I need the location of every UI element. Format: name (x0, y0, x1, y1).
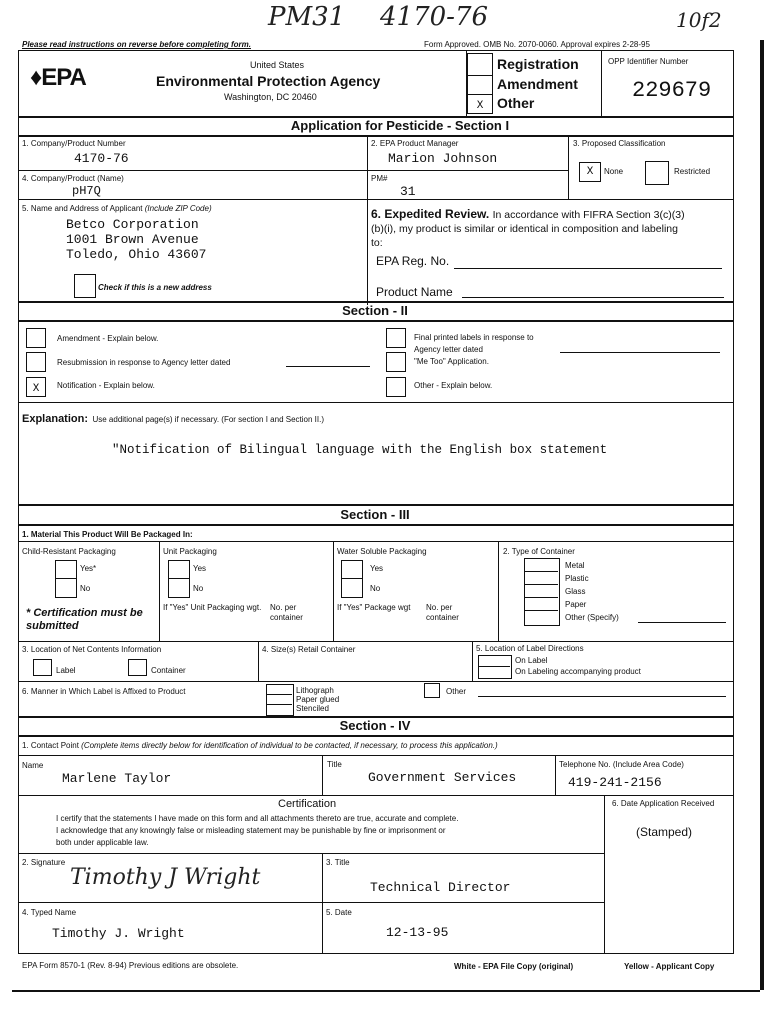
applicant-line3: Toledo, Ohio 43607 (66, 247, 207, 262)
epa-product-manager-label: 2. EPA Product Manager (371, 139, 459, 148)
agency-name: Environmental Protection Agency (156, 73, 381, 89)
label-affixed-label: 6. Manner in Which Label is Affixed to Product (22, 687, 186, 696)
final-labels-date-field[interactable] (560, 352, 720, 353)
section2-title: Section - II (342, 303, 408, 318)
contact-title-label: Title (327, 760, 342, 769)
final-labels-checkbox[interactable] (386, 328, 406, 348)
net-contents-label: 3. Location of Net Contents Information (22, 645, 162, 654)
on-label-option: On Label (515, 656, 548, 665)
classification-restricted-checkbox[interactable] (645, 161, 669, 185)
label-affixed-checkbox-column[interactable] (266, 684, 294, 716)
final-labels-line1: Final printed labels in response to (414, 333, 534, 342)
affix-paper-glued: Paper glued (296, 695, 340, 704)
net-contents-container-option: Container (151, 666, 186, 675)
other-label: Other (497, 95, 535, 111)
typed-name: Timothy J. Wright (52, 926, 185, 941)
telephone-label: Telephone No. (Include Area Code) (559, 760, 684, 769)
water-soluble-yes-label: Yes (370, 564, 384, 573)
net-contents-container-checkbox[interactable] (128, 659, 147, 676)
classification-none-label: None (604, 167, 624, 176)
epa-logo: ♦EPA (30, 64, 86, 91)
water-soluble-yes-checkbox[interactable] (341, 560, 363, 580)
company-product-name-label: 4. Company/Product (Name) (22, 174, 124, 183)
water-soluble-no-label: No (370, 584, 381, 593)
certification-note: * Certification must be submitted (26, 607, 143, 632)
applicant-line2: 1001 Brown Avenue (66, 232, 199, 247)
net-contents-label-checkbox[interactable] (33, 659, 52, 676)
contact-title: Government Services (368, 770, 517, 785)
affix-lithograph: Lithograph (296, 686, 334, 695)
label-directions-label: 5. Location of Label Directions (476, 644, 584, 653)
date-received-label: 6. Date Application Received (612, 799, 715, 808)
new-address-checkbox[interactable] (74, 274, 96, 298)
company-product-number-label: 1. Company/Product Number (22, 139, 126, 148)
certification-text-line1: I certify that the statements I have made on this form and all attachments thereto are true, accurate and complete. (56, 814, 459, 823)
certification-text-line3: both under applicable law. (56, 838, 149, 847)
company-product-number: 4170-76 (74, 151, 129, 166)
typed-name-label: 4. Typed Name (22, 908, 77, 917)
net-contents-label-option: Label (56, 666, 76, 675)
child-resistant-no-label: No (80, 584, 91, 593)
page-bottom-rule (12, 990, 760, 992)
on-labeling-option: On Labeling accompanying product (515, 667, 641, 676)
date-signed: 12-13-95 (386, 925, 449, 940)
handwritten-page: 10f2 (676, 8, 722, 32)
final-labels-line2: Agency letter dated (414, 345, 483, 354)
signer-title: Technical Director (370, 880, 511, 895)
product-name-field[interactable] (462, 297, 724, 298)
amendment-checkbox[interactable] (467, 75, 493, 96)
retail-container-sizes-label: 4. Size(s) Retail Container (262, 645, 356, 654)
affix-other-label: Other (446, 687, 467, 696)
new-address-label: Check if this is a new address (98, 283, 212, 292)
contact-point-label: 1. Contact Point (Complete items directly below for identification of individual to be contacted, if necessary, to process this application.) (22, 741, 498, 750)
container-type-metal: Metal (565, 561, 585, 570)
water-soluble-wgt-label: If "Yes" Package wgt (337, 603, 411, 612)
classification-none-checkbox[interactable]: X (579, 162, 601, 182)
product-name-label: Product Name (376, 285, 453, 299)
yellow-copy-note: Yellow - Applicant Copy (624, 962, 715, 971)
epa-reg-no-label: EPA Reg. No. (376, 254, 450, 268)
page-edge-rule (760, 40, 764, 990)
me-too-checkbox[interactable] (386, 352, 406, 372)
container-type-paper: Paper (565, 600, 587, 609)
explanation-header: Explanation: Use additional page(s) if necessary. (For section I and Section II.) (22, 413, 324, 425)
white-copy-note: White - EPA File Copy (original) (454, 962, 574, 971)
telephone-number: 419-241-2156 (568, 775, 662, 790)
unit-packaging-wgt-label: If "Yes" Unit Packaging wgt. (163, 603, 262, 612)
signature-label: 2. Signature (22, 858, 66, 867)
container-type-checkbox-column[interactable] (524, 558, 560, 626)
agency-address: Washington, DC 20460 (224, 92, 317, 102)
material-label: 1. Material This Product Will Be Packaged In: (22, 530, 193, 539)
form-approval-note: Form Approved. OMB No. 2070-0060. Approval expires 2-28-95 (424, 40, 650, 49)
agency-line1: United States (250, 60, 305, 70)
other-explain-label: Other - Explain below. (414, 381, 493, 390)
epa-product-manager: Marion Johnson (388, 151, 498, 166)
classification-restricted-label: Restricted (674, 167, 711, 176)
opp-number: 229679 (632, 78, 712, 103)
notification-checkbox[interactable]: X (26, 377, 46, 397)
section4-title: Section - IV (339, 718, 411, 733)
handwritten-reg-no: 4170-76 (380, 2, 489, 32)
water-soluble-no-per-container-label: No. per container (426, 603, 459, 622)
signature: Timothy J Wright (70, 865, 261, 890)
certification-text-line2: I acknowledge that any knowingly false or misleading statement may be punishable by fine or imprisonment or (56, 826, 446, 835)
me-too-label: "Me Too" Application. (414, 357, 489, 366)
handwritten-pm: PM31 (268, 2, 346, 32)
applicant-line1: Betco Corporation (66, 217, 199, 232)
resubmission-label: Resubmission in response to Agency letter dated (57, 358, 231, 367)
contact-name-label: Name (22, 761, 44, 770)
unit-packaging-no-label: No (193, 584, 204, 593)
water-soluble-label: Water Soluble Packaging (337, 547, 427, 556)
certification-title: Certification (278, 798, 337, 810)
applicant-label: 5. Name and Address of Applicant (Include ZIP Code) (22, 204, 212, 213)
expedited-review-line1: 6. Expedited Review. In accordance with FIFRA Section 3(c)(3) (371, 207, 685, 221)
pm-number-label: PM# (371, 174, 388, 183)
registration-label: Registration (497, 56, 579, 72)
expedited-review-line3: to: (371, 237, 383, 249)
proposed-classification-label: 3. Proposed Classification (573, 139, 666, 148)
container-type-glass: Glass (565, 587, 586, 596)
affix-other-field[interactable] (478, 696, 726, 697)
epa-leaf-icon: ♦ (30, 64, 42, 91)
form-number: EPA Form 8570-1 (Rev. 8-94) Previous editions are obsolete. (22, 961, 239, 970)
epa-reg-no-field[interactable] (454, 268, 722, 269)
stamped-note: (Stamped) (636, 825, 693, 839)
amendment-label: Amendment (497, 76, 578, 92)
affix-other-checkbox[interactable] (424, 683, 440, 698)
unit-packaging-yes-checkbox[interactable] (168, 560, 190, 580)
company-product-name: pH7Q (72, 184, 101, 198)
other-checkbox[interactable]: X (467, 94, 493, 114)
top-instruction-note: Please read instructions on reverse before completing form. (22, 40, 251, 49)
pm-number: 31 (400, 184, 416, 199)
label-directions-checkbox-column[interactable] (478, 655, 512, 679)
resubmission-checkbox[interactable] (26, 352, 46, 372)
child-resistant-no-checkbox[interactable] (55, 578, 77, 598)
other-explain-checkbox[interactable] (386, 377, 406, 397)
unit-packaging-label: Unit Packaging (163, 547, 217, 556)
signer-title-label: 3. Title (326, 858, 350, 867)
container-type-label: 2. Type of Container (503, 547, 575, 556)
container-type-other: Other (Specify) (565, 613, 619, 622)
amendment-explain-label: Amendment - Explain below. (57, 334, 159, 343)
affix-stenciled: Stenciled (296, 704, 329, 713)
section1-title: Application for Pesticide - Section I (290, 118, 510, 133)
expedited-review-line2: (b)(i), my product is similar or identical in composition and labeling (371, 223, 678, 235)
opp-label: OPP Identifier Number (608, 57, 689, 66)
container-type-other-field[interactable] (638, 622, 726, 623)
date-label: 5. Date (326, 908, 352, 917)
amendment-explain-checkbox[interactable] (26, 328, 46, 348)
container-type-plastic: Plastic (565, 574, 589, 583)
unit-packaging-no-checkbox[interactable] (168, 578, 190, 598)
explanation-text: "Notification of Bilingual language with the English box statement (112, 443, 608, 457)
section3-title: Section - III (340, 507, 410, 522)
resubmission-date-field[interactable] (286, 366, 370, 367)
registration-checkbox[interactable] (467, 53, 493, 77)
water-soluble-no-checkbox[interactable] (341, 578, 363, 598)
notification-label: Notification - Explain below. (57, 381, 155, 390)
child-resistant-label: Child-Resistant Packaging (22, 547, 116, 556)
unit-packaging-no-per-container-label: No. per container (270, 603, 303, 622)
child-resistant-yes-checkbox[interactable] (55, 560, 77, 580)
unit-packaging-yes-label: Yes (193, 564, 207, 573)
contact-name: Marlene Taylor (62, 771, 172, 786)
child-resistant-yes-label: Yes* (80, 564, 97, 573)
